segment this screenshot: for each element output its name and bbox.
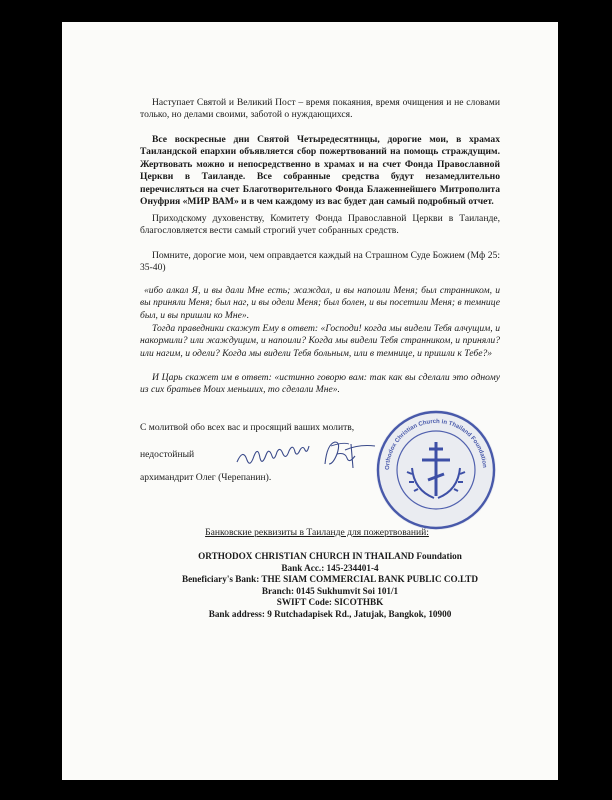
bank-address: Bank address: 9 Rutchadapisek Rd., Jatujak, Bangkok, 10900 xyxy=(208,608,452,619)
bank-details-heading: Банковские реквизиты в Таиланде для пожертвований: xyxy=(205,527,429,538)
scripture-quote-3: И Царь скажет им в ответ: «истинно говорю вам: так как вы сделали это одному из сих братьев Моих меньших, то сделали Мне». xyxy=(140,372,500,396)
bank-account: Bank Acc.: 145-234401-4 xyxy=(281,562,379,573)
bank-beneficiary: Beneficiary's Bank: THE SIAM COMMERCIAL BANK PUBLIC CO.LTD xyxy=(181,574,479,584)
unworthy-line: недостойный xyxy=(140,449,195,460)
closing-line: С молитвой обо всех вас и просящий ваших молитв, xyxy=(140,422,355,433)
paragraph-lent-intro: Наступает Святой и Великий Пост – время покаяния, время очищения и не словами только, но делами своими, заботой о нуждающихся. xyxy=(140,97,500,121)
bank-branch: Branch: 0145 Sukhumvit Soi 101/1 xyxy=(261,585,399,596)
seal-text: Orthodox Christian Church in Thailand Foundation xyxy=(384,418,487,471)
handwritten-signature xyxy=(233,438,383,478)
signer-name: архимандрит Олег (Черепанин). xyxy=(140,472,272,483)
bank-swift: SWIFT Code: SICOTHBK xyxy=(276,597,384,607)
bank-foundation-name: ORTHODOX CHRISTIAN CHURCH IN THAILAND Foundation xyxy=(198,551,462,561)
scripture-quote-1: «ибо алкал Я, и вы дали Мне есть; жаждал, и вы напоили Меня; был странником, и вы приняли Меня; был наг, и вы одели Меня; был болен, и вы посетили Меня; в темнице был, и вы пришли ко Мне». xyxy=(140,285,500,321)
paragraph-last-judgment: Помните, дорогие мои, чем оправдается каждый на Страшном Суде Божием (Мф 25: 35-40) xyxy=(140,250,500,274)
paragraph-clergy-accounting: Приходскому духовенству, Комитету Фонда Православной Церкви в Таиланде, благословляется вести самый строгий учет собранных средств. xyxy=(140,213,500,237)
church-seal xyxy=(372,406,500,534)
bank-details xyxy=(140,551,520,620)
scripture-quote-2: Тогда праведники скажут Ему в ответ: «Господи! когда мы видели Тебя алчущим, и накормили? или жаждущим, и напоили? Когда мы видели Тебя странником, и приняли? или нагим, и одели? Когда мы видели Тебя больным, или в темнице, и пришли к Тебе?» xyxy=(140,323,500,359)
paragraph-donations-announcement: Все воскресные дни Святой Четыредесятницы, дорогие мои, в храмах Таиландской епархии объявляется сбор пожертвований на помощь страждущим. Жертвовать можно и непосредственно в храмах и на счет Фонда Православной Церкви в Таиланде. Все собранные средства будут незамедлительно перечисляться на счет Благотворительного Фонда Блаженнейшего Митрополита Онуфрия «МИР ВАМ» и в чем каждому из вас будет дан самый подробный отчет. xyxy=(140,134,500,208)
